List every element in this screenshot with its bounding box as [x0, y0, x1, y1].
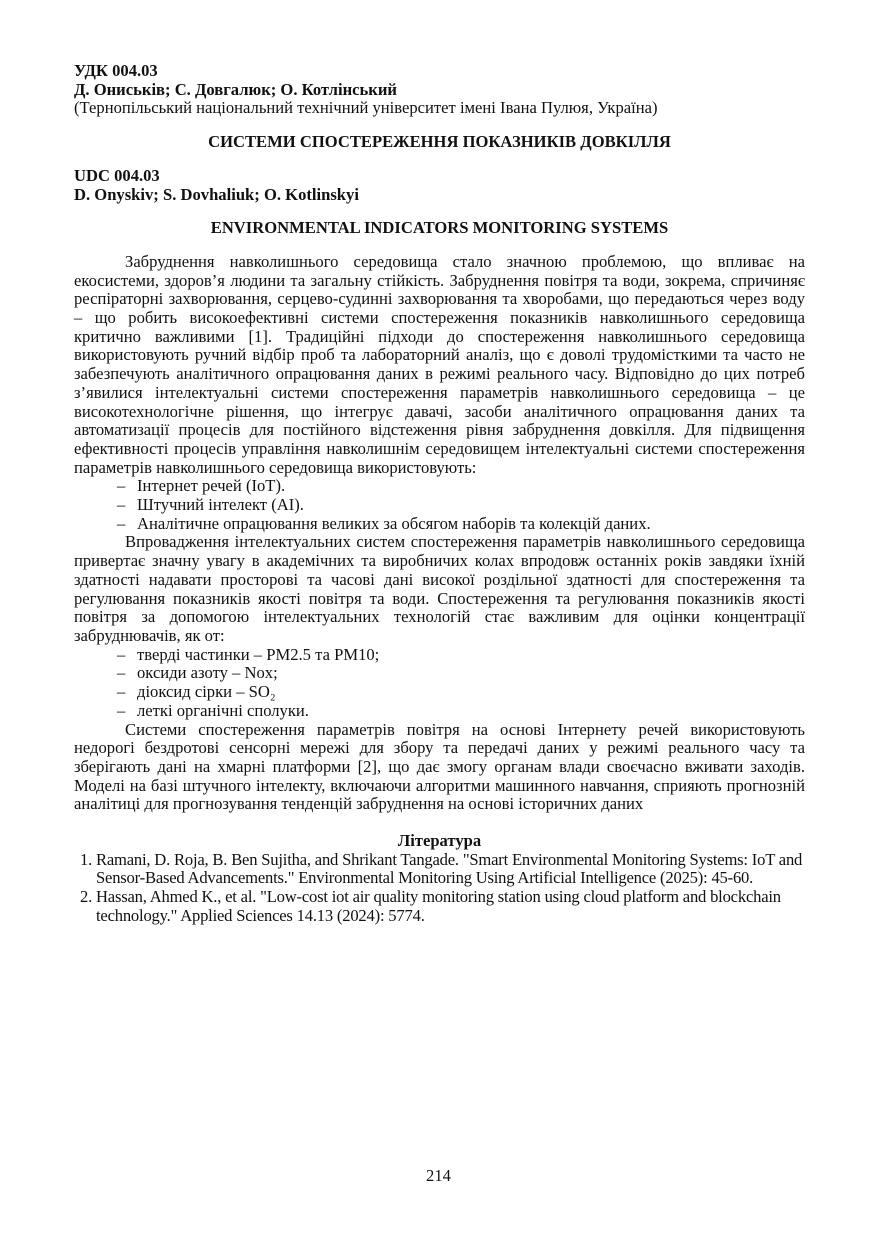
list-item: – діоксид сірки – SO₂ [117, 683, 805, 702]
references-heading: Література [397, 831, 482, 851]
paper-page [74, 62, 805, 926]
body-paragraph-1: Забруднення навколишнього середовища стало значною проблемою, що впливає на екосистеми, здоров’я людини та загальну стійкість. Забруднення повітря та води, зокрема, спричиняє респіраторні захворювання, серцево-судинні захворювання та хворобами, що передаються через воду – що робить високоефективні системи спостереження показників навколишнього середовища критично важливими [1]. Традиційні підходи до спостереження навколишнього середовища використовують ручний відбір проб та лабораторний аналіз, що є доволі трудомісткими та часто не забезпечують аналітичного опрацювання даних в режимі реального часу. Відповідно до цих потреб з’явилися інтелектуальні системи спостереження параметрів навколишнього середовища – це високотехнологічне рішення, що інтегрує давачі, засоби аналітичного опрацювання даних та автоматизації процесів для постійного відстеження рівня забруднення довкілля. Для підвищення ефективності процесів управління навколишнім середовищем інтелектуальні системи спостереження параметрів навколишнього середовища використовують: [74, 251, 805, 477]
authors-en: D. Onyskiv; S. Dovhaliuk; O. Kotlinskyi [74, 184, 359, 204]
udk-code: УДК 004.03 [74, 61, 158, 80]
reference-item: 1. Ramani, D. Roja, B. Ben Sujitha, and Shrikant Tangade. "Smart Environmental Monitoring Systems: IoT and Sensor-Based Advancements." Environmental Monitoring Using Artificial Intelligence (2025): 45-60. [96, 851, 805, 888]
list-item: – леткі органічні сполуки. [117, 702, 805, 721]
reference-item: 2. Hassan, Ahmed K., et al. "Low-cost iot air quality monitoring station using cloud platform and blockchain technology." Applied Sciences 14.13 (2024): 5774. [96, 888, 805, 925]
affiliation: (Тернопільський національний технічний університет імені Івана Пулюя, Україна) [74, 98, 658, 118]
body-paragraph-2: Впровадження інтелектуальних систем спостереження параметрів навколишнього середовища привертає значну увагу в академічних та виробничих колах впродовж останніх років завдяки їхній здатності надавати просторові та часові дані високої роздільної здатності для спостереження та регулювання показників якості повітря та води. Спостереження та регулювання показників якості повітря за допомогою інтелектуальних технологій стає важливим для оцінки концентрації забруднювачів, як от: [74, 532, 805, 645]
title-en: ENVIRONMENTAL INDICATORS MONITORING SYSTEMS [210, 218, 669, 238]
technologies-list [74, 477, 805, 533]
title-ua: СИСТЕМИ СПОСТЕРЕЖЕННЯ ПОКАЗНИКІВ ДОВКІЛЛЯ [208, 132, 671, 152]
page-number: 214 [426, 1166, 451, 1185]
references-list [74, 851, 805, 926]
udc-code: UDC 004.03 [74, 165, 160, 185]
list-item: – Штучний інтелект (AI). [117, 496, 805, 515]
list-item: – Аналітичне опрацювання великих за обсягом наборів та колекцій даних. [117, 515, 805, 534]
list-item: – Інтернет речей (IoT). [117, 477, 805, 496]
list-item: – тверді частинки – PM2.5 та PM10; [117, 646, 805, 665]
authors-ua: Д. Ониськів; С. Довгалюк; О. Котлінський [74, 79, 397, 99]
pollutants-list [74, 646, 805, 721]
body-paragraph-3: Системи спостереження параметрів повітря на основі Інтернету речей використовують недорогі бездротові сенсорні мережі для збору та передачі даних у режимі реального часу та зберігають дані на хмарні платформи [2], що дає змогу органам влади своєчасно вживати заходів. Моделі на базі штучного інтелекту, включаючи алгоритми машинного навчання, сприяють прогнозній аналітиці для прогнозування тенденцій забруднення на основі історичних даних [74, 719, 805, 814]
list-item: – оксиди азоту – Nox; [117, 664, 805, 683]
